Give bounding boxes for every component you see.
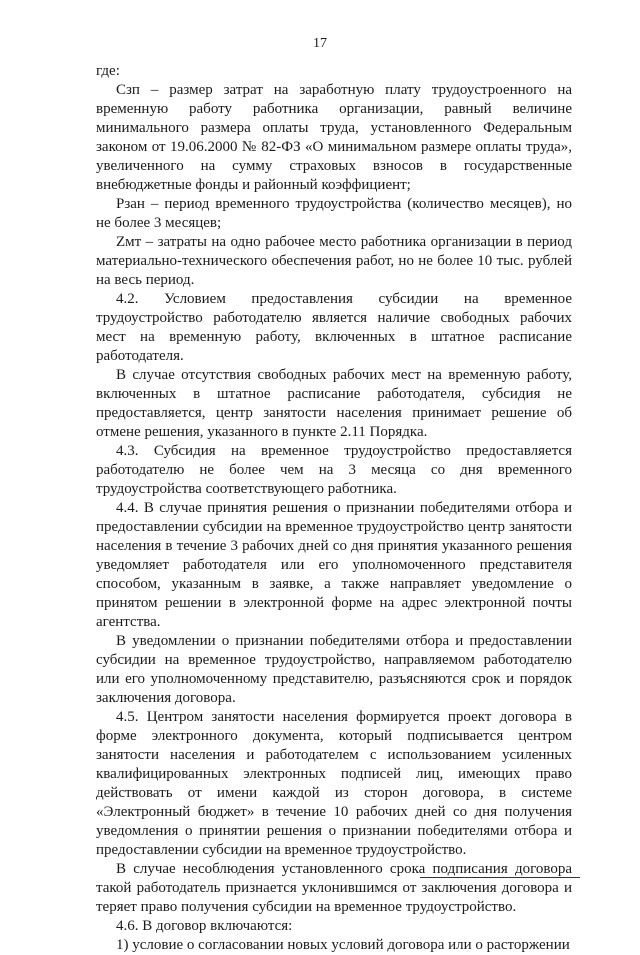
paragraph-deadline-violation: В случае несоблюдения установленного срока подписания договора такой работодатель признается уклонившимся от заключения договора и теряет право получения субсидии на временное трудоустройство. <box>96 861 572 915</box>
paragraph-4-4: 4.4. В случае принятия решения о признании победителями отбора и предоставлении субсидии на временное трудоустройство центр занятости населения в течение 3 рабочих дней со дня принятия указанного решения уведомляет работодателя или его уполномоченного представителя способом, указанным в заявке, а также направляет уведомление о принятом решении в электронной форме на адрес электронной почты агентства. <box>96 500 572 630</box>
document-body <box>96 62 572 955</box>
paragraph-zmt-definition: Zмт – затраты на одно рабочее место работника организации в период материально-технического обеспечения работ, но не более 10 тыс. рублей на весь период. <box>96 234 572 288</box>
paragraph-4-3: 4.3. Субсидия на временное трудоустройство предоставляется работодателю не более чем на 3 месяца со дня временного трудоустройства соответствующего работника. <box>96 443 572 497</box>
paragraph-notification: В уведомлении о признании победителями отбора и предоставлении субсидии на временное трудоустройство, направляемом работодателю или его уполномоченному представителю, разъясняются срок и порядок заключения договора. <box>96 633 572 706</box>
paragraph-4-2: 4.2. Условием предоставления субсидии на временное трудоустройство работодателю является наличие свободных рабочих мест на временную работу, включенных в штатное расписание работодателя. <box>96 291 572 364</box>
paragraph-where: где: <box>96 63 120 79</box>
footer-divider <box>420 877 580 878</box>
paragraph-item-1: 1) условие о согласовании новых условий договора или о расторжении <box>116 937 570 953</box>
paragraph-no-vacancies: В случае отсутствия свободных рабочих мест на временную работу, включенных в штатное расписание работодателя, субсидия не предоставляется, центр занятости населения принимает решение об отмене решения, указанного в пункте 2.11 Порядка. <box>96 367 572 440</box>
page-number: 17 <box>313 36 327 51</box>
paragraph-4-5: 4.5. Центром занятости населения формируется проект договора в форме электронного документа, который подписывается центром занятости населения и работодателем с использованием усиленных квалифицированных электронных подписей лиц, имеющих право действовать от имени каждой из сторон договора, в системе «Электронный бюджет» в течение 10 рабочих дней со дня получения уведомления о принятии решения о признании победителями отбора и предоставлении субсидии на временное трудоустройство. <box>96 709 572 858</box>
paragraph-rzan-definition: Рзан – период временного трудоустройства (количество месяцев), но не более 3 месяцев; <box>96 196 572 231</box>
paragraph-4-6: 4.6. В договор включаются: <box>116 918 293 934</box>
paragraph-szp-definition: Сзп – размер затрат на заработную плату трудоустроенного на временную работу работника организации, равный величине минимального размера оплаты труда, установленного Федеральным законом от 19.06.2000 № 82-ФЗ «О минимальном размере оплаты труда», увеличенного на сумму страховых взносов в государственные внебюджетные фонды и районный коэффициент; <box>96 82 572 193</box>
